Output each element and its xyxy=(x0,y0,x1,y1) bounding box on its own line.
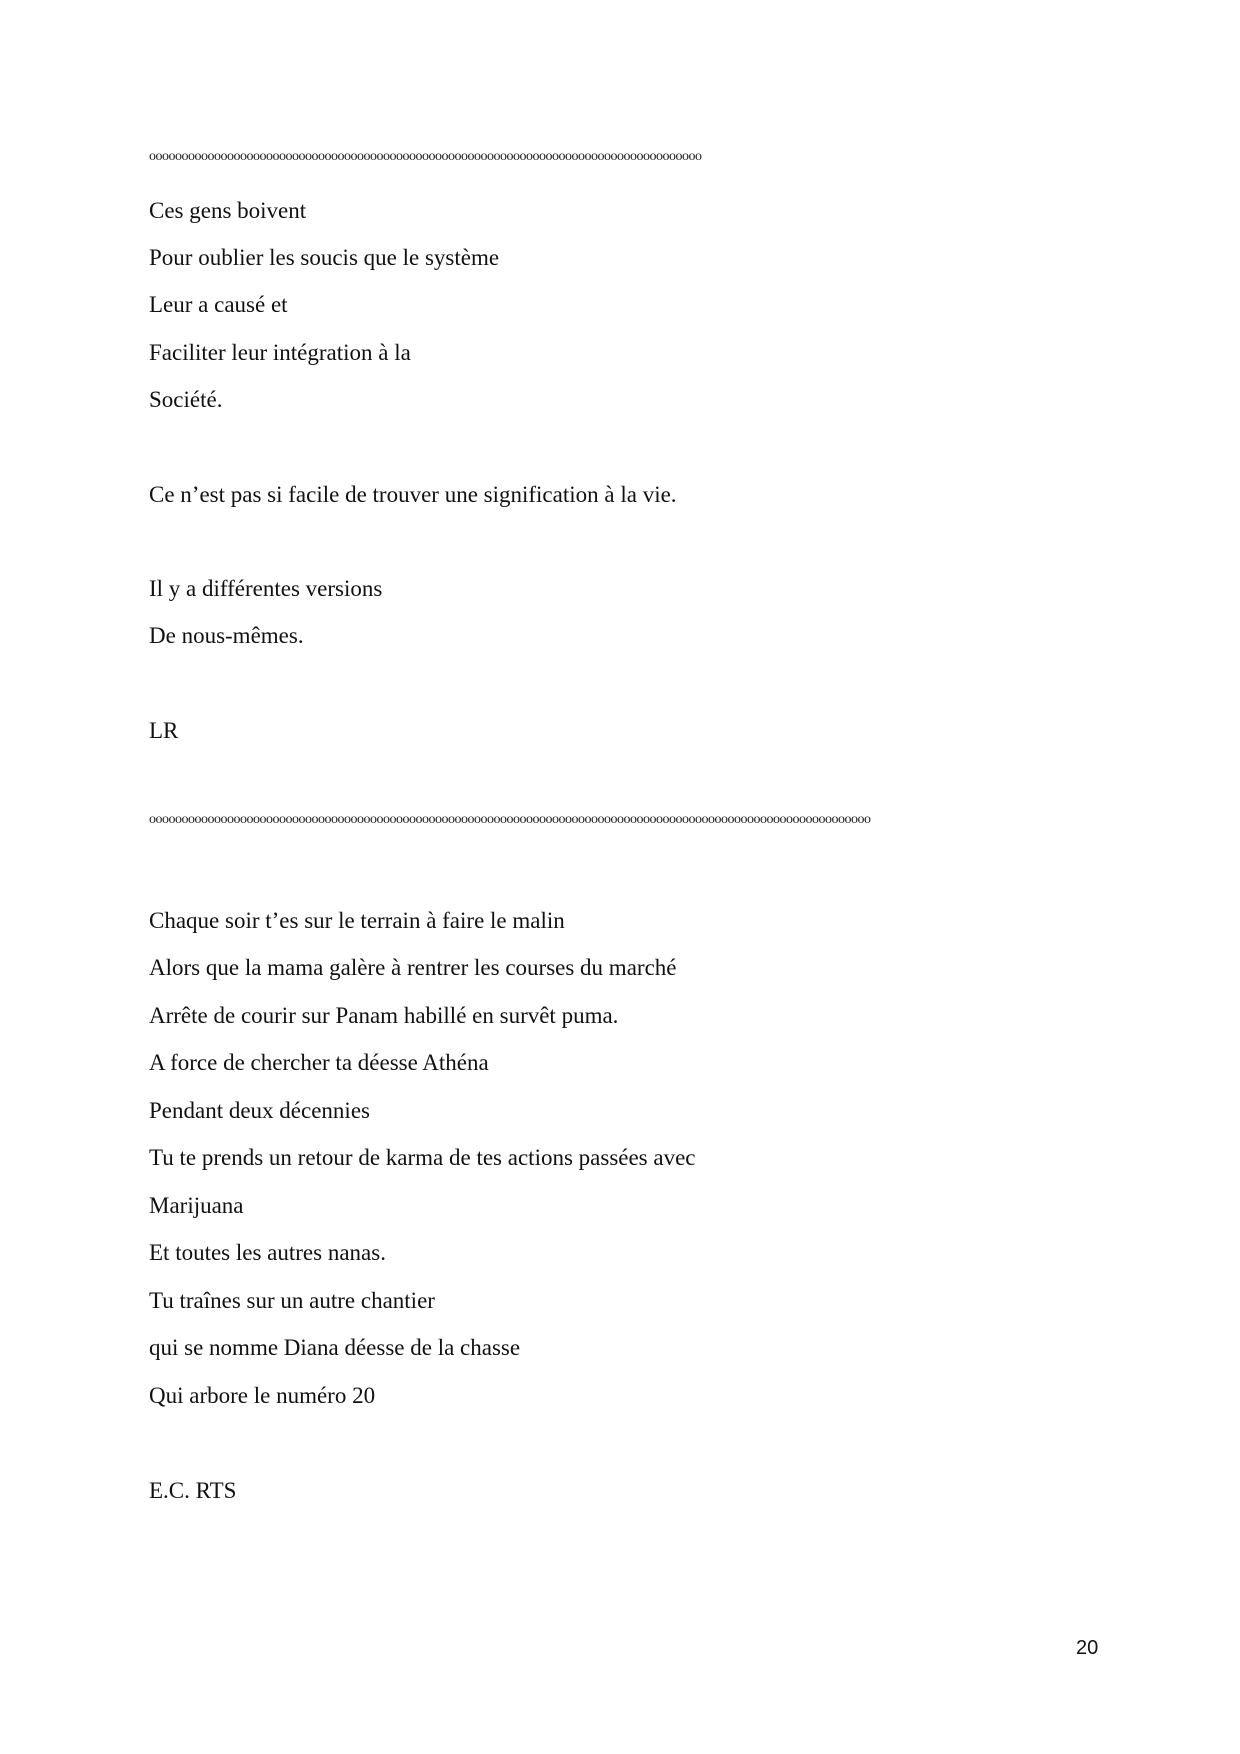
poem1-stanza3-line: Il y a différentes versions xyxy=(149,576,383,601)
poem1-stanza3-line: De nous-mêmes. xyxy=(149,623,304,648)
page-number: 20 xyxy=(1076,1637,1099,1659)
poem2-line: Arrête de courir sur Panam habillé en survêt puma. xyxy=(149,1003,619,1028)
poem1-stanza2-line: Ce n’est pas si facile de trouver une signification à la vie. xyxy=(149,482,677,507)
poem2-line: Alors que la mama galère à rentrer les courses du marché xyxy=(149,955,677,980)
separator-top: ooooooooooooooooooooooooooooooooooooooooooooooooooooooooooooooooooooooooooooooooooooo xyxy=(149,149,702,164)
poem1-line: Faciliter leur intégration à la xyxy=(149,340,411,365)
poem1-line: Pour oublier les soucis que le système xyxy=(149,245,500,270)
poem2-line: A force de chercher ta déesse Athéna xyxy=(149,1050,489,1075)
poem1-line: Ces gens boivent xyxy=(149,198,307,223)
poem2-line: Marijuana xyxy=(149,1193,244,1218)
poem2-line: Chaque soir t’es sur le terrain à faire le malin xyxy=(149,908,565,933)
poem2-line: Pendant deux décennies xyxy=(149,1098,370,1123)
poem2-signature: E.C. RTS xyxy=(149,1478,237,1503)
poem1-line: Leur a causé et xyxy=(149,292,288,317)
poem2-line: Tu te prends un retour de karma de tes actions passées avec xyxy=(149,1145,696,1170)
poem2-line: Tu traînes sur un autre chantier xyxy=(149,1288,435,1313)
separator-middle: ooooooooooooooooooooooooooooooooooooooooooooooooooooooooooooooooooooooooooooooooooooooooooooooooooooooooooooooo xyxy=(149,812,871,827)
poem1-signature: LR xyxy=(149,718,179,743)
poem1-line: Société. xyxy=(149,387,223,412)
poem2-line: Qui arbore le numéro 20 xyxy=(149,1383,376,1408)
poem2-line: Et toutes les autres nanas. xyxy=(149,1240,386,1265)
poem2-line: qui se nomme Diana déesse de la chasse xyxy=(149,1335,521,1360)
